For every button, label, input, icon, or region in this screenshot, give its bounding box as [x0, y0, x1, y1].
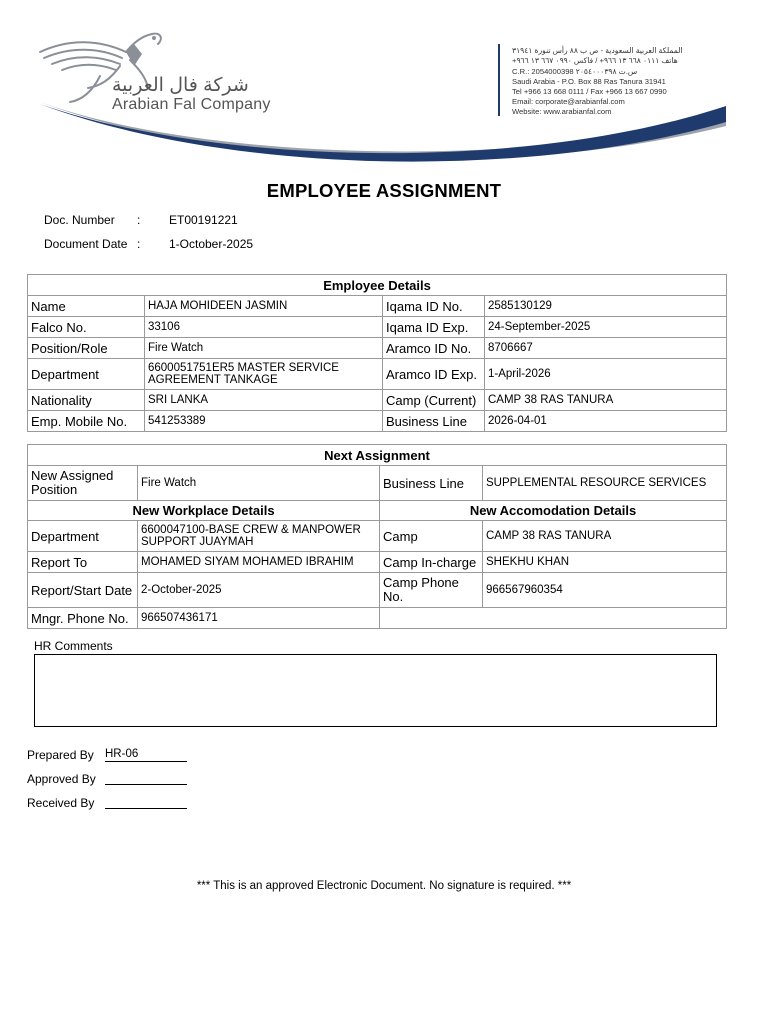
- hr-comments-label: HR Comments: [34, 639, 113, 653]
- contact-line-ar-2: هاتف ٠١١١ ٦٦٨ ١٣ ٩٦٦+ / فاكس ٠٩٩٠ ٦٦٧ ١٣ ٩٦٦+: [512, 56, 678, 65]
- iqama-id-label: Iqama ID No.: [383, 296, 485, 317]
- iqama-exp-label: Iqama ID Exp.: [383, 317, 485, 338]
- contact-line-email: Email: corporate@arabianfal.com: [512, 97, 625, 106]
- manager-phone-value: 966507436171: [138, 608, 380, 629]
- department-value: 6600051751ER5 MASTER SERVICE AGREEMENT TANKAGE: [145, 359, 383, 390]
- aramco-exp-label: Aramco ID Exp.: [383, 359, 485, 390]
- aramco-id-label: Aramco ID No.: [383, 338, 485, 359]
- new-position-label: New Assigned Position: [28, 466, 138, 501]
- table-row: [28, 552, 727, 573]
- received-by-label: Received By: [27, 796, 95, 810]
- current-camp-value: CAMP 38 RAS TANURA: [485, 390, 727, 411]
- contact-line-ar-1: المملكة العربية السعودية - ص ب ٨٨ رأس تنورة ٣١٩٤١: [512, 46, 683, 55]
- empty-cell: [380, 608, 727, 629]
- table-row: [28, 573, 727, 608]
- mobile-label: Emp. Mobile No.: [28, 411, 145, 432]
- employee-details-heading: Employee Details: [28, 275, 727, 296]
- doc-number-separator: :: [137, 213, 141, 227]
- table-row: [28, 521, 727, 552]
- contact-line-cr: [512, 67, 637, 76]
- hr-comments-box: [34, 654, 717, 727]
- table-row: [28, 317, 727, 338]
- electronic-document-note: *** This is an approved Electronic Document. No signature is required. ***: [196, 880, 572, 892]
- header-swoosh: [0, 100, 768, 170]
- approved-by-line: [105, 771, 187, 785]
- report-to-value: MOHAMED SIYAM MOHAMED IBRAHIM: [138, 552, 380, 573]
- aramco-id-value: 8706667: [485, 338, 727, 359]
- camp-phone-value: 966567960354: [483, 573, 727, 608]
- workplace-heading: New Workplace Details: [28, 501, 380, 521]
- current-camp-label: Camp (Current): [383, 390, 485, 411]
- camp-incharge-label: Camp In-charge: [380, 552, 483, 573]
- next-assignment-table: [27, 444, 727, 629]
- report-to-label: Report To: [28, 552, 138, 573]
- mobile-value: 541253389: [145, 411, 383, 432]
- falco-no-value: 33106: [145, 317, 383, 338]
- contact-line-website: Website: www.arabianfal.com: [512, 107, 612, 116]
- company-name-english: Arabian Fal Company: [112, 96, 271, 113]
- next-assignment-heading: Next Assignment: [28, 445, 727, 466]
- camp-phone-label: Camp Phone No.: [380, 573, 483, 608]
- table-row: [28, 608, 727, 629]
- approved-by-label: Approved By: [27, 772, 96, 786]
- position-value: Fire Watch: [145, 338, 383, 359]
- name-label: Name: [28, 296, 145, 317]
- contact-line-phone: Tel +966 13 668 0111 / Fax +966 13 667 0990: [512, 87, 667, 96]
- department-label: Department: [28, 359, 145, 390]
- camp-incharge-value: SHEKHU KHAN: [483, 552, 727, 573]
- prepared-by-value: HR-06: [105, 748, 187, 762]
- table-row: [28, 411, 727, 432]
- iqama-id-value: 2585130129: [485, 296, 727, 317]
- table-row: [28, 296, 727, 317]
- falco-no-label: Falco No.: [28, 317, 145, 338]
- contact-line-address: Saudi Arabia - P.O. Box 88 Ras Tanura 31941: [512, 77, 666, 86]
- document-title: EMPLOYEE ASSIGNMENT: [266, 180, 502, 201]
- start-date-value: 2-October-2025: [138, 573, 380, 608]
- business-line-value: 2026-04-01: [485, 411, 727, 432]
- table-row: [28, 338, 727, 359]
- new-camp-label: Camp: [380, 521, 483, 552]
- prepared-by-label: Prepared By: [27, 748, 94, 762]
- cr-number: C.R.: 2054000398: [512, 67, 574, 76]
- new-business-line-value: SUPPLEMENTAL RESOURCE SERVICES: [483, 466, 727, 501]
- cr-number-ar: س.ت ٢٠٥٤٠٠٠٣٩٨: [575, 67, 638, 76]
- table-row: [28, 390, 727, 411]
- manager-phone-label: Mngr. Phone No.: [28, 608, 138, 629]
- new-department-value: 6600047100-BASE CREW & MANPOWER SUPPORT JUAYMAH: [138, 521, 380, 552]
- iqama-exp-value: 24-September-2025: [485, 317, 727, 338]
- new-department-label: Department: [28, 521, 138, 552]
- name-value: HAJA MOHIDEEN JASMIN: [145, 296, 383, 317]
- nationality-label: Nationality: [28, 390, 145, 411]
- new-camp-value: CAMP 38 RAS TANURA: [483, 521, 727, 552]
- position-label: Position/Role: [28, 338, 145, 359]
- aramco-exp-value: 1-April-2026: [485, 359, 727, 390]
- employee-details-table: [27, 274, 727, 432]
- nationality-value: SRI LANKA: [145, 390, 383, 411]
- doc-number-value: ET00191221: [169, 213, 238, 227]
- table-row: [28, 359, 727, 390]
- new-position-value: Fire Watch: [138, 466, 380, 501]
- received-by-line: [105, 795, 187, 809]
- doc-number-label: Doc. Number: [44, 213, 115, 227]
- start-date-label: Report/Start Date: [28, 573, 138, 608]
- accommodation-heading: New Accomodation Details: [380, 501, 727, 521]
- new-business-line-label: Business Line: [380, 466, 483, 501]
- table-row: [28, 466, 727, 501]
- company-name-arabic: شركة فال العربية: [112, 75, 249, 96]
- business-line-label: Business Line: [383, 411, 485, 432]
- doc-date-label: Document Date: [44, 237, 128, 251]
- doc-date-separator: :: [137, 237, 141, 251]
- doc-date-value: 1-October-2025: [169, 237, 254, 251]
